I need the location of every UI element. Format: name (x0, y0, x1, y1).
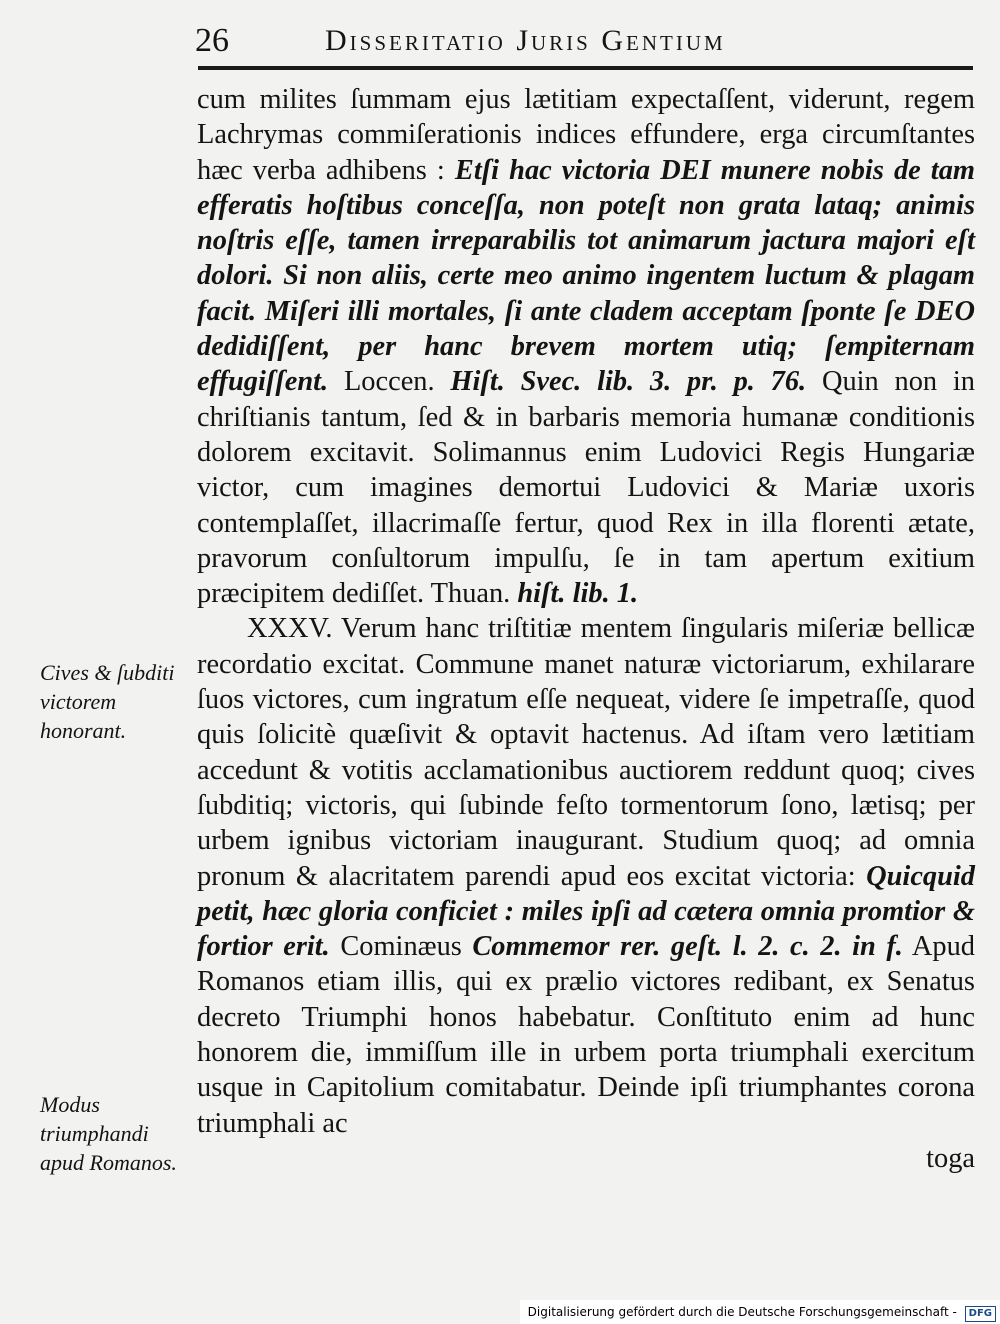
marginal-note-1: Cives & ſubditi victorem honorant. (40, 660, 175, 743)
catchword: toga (926, 1142, 975, 1174)
running-title: Disseritatio Juris Gentium (325, 24, 726, 57)
page-number: 26 (195, 22, 229, 59)
citation: Commemor rer. geſt. l. 2. c. 2. in f. (472, 931, 903, 963)
paragraph-2: XXXV. Verum hanc triſtitiæ mentem ſingularis miſeriæ bellicæ recordatio excitat. Commune manet naturæ victoriarum, exhilarare ſuos victores, cum ingratum eſſe nequeat, videre ſe impetraſſe, quod quis ſolicitè quæſivit & optavit hactenus. Ad iſtam vero lætitiam accedunt & votitis acclamationibus auctiorem reddunt quoq; cives ſubditiq; victoris, qui ſubinde feſto tormentorum ſono, lætisq; per urbem ignibus victoriam inaugurant. Studium quoq; ad omnia pronum & alacritatem parendi apud eos excitat victoria: Quicquid petit, hæc gloria conficiet : miles ipſi ad cætera omnia promtior & fortior erit. Cominæus Commemor rer. geſt. l. 2. c. 2. in f. Apud Romanos etiam illis, qui ex prælio victores redibant, ex Senatus decreto Triumphi honos habebatur. Conſtituto enim ad hunc honorem die, immiſſum ille in urbem porta triumphali exercitum usque in Capitolium comitabatur. Deinde ipſi triumphantes corona triumphali ac (197, 613, 975, 1139)
citation: Hiſt. Svec. lib. 3. pr. p. 76. (450, 366, 807, 398)
body-text (197, 82, 975, 1176)
dfg-logo: DFG (965, 1306, 996, 1322)
citation: hiſt. lib. 1. (517, 578, 639, 610)
quotation: Quicquid petit, hæc gloria conficiet : miles ipſi ad cætera omnia promtior & fortior erit. (197, 860, 975, 963)
header-rule (198, 66, 973, 70)
page-header (195, 22, 975, 62)
marginal-note-2: Modus triumphandi apud Romanos. (40, 1092, 177, 1175)
quotation: Etſi hac victoria DEI munere nobis de tam efferatis hoſtibus conceſſa, non poteſt non grata lataq; animis noſtris eſſe, tamen irreparabilis tot animarum jactura majori eſt dolori. Si non aliis, certe meo animo ingentem luctum & plagam facit. Miſeri illi mortales, ſi ante cladem acceptam ſponte ſe DEO dedidiſſent, per hanc brevem mortem utiq; ſempiternam effugiſſent. (197, 154, 975, 398)
digitization-credit (520, 1300, 1000, 1324)
credit-text: Digitalisierung gefördert durch die Deutsche Forschungsgemeinschaft - (527, 1305, 957, 1319)
paragraph-1: cum milites ſummam ejus lætitiam expectaſſent, viderunt, regem Lachrymas commiſerationis indices effundere, erga circumſtantes hæc verba adhibens : Etſi hac victoria DEI munere nobis de tam efferatis hoſtibus conceſſa, non poteſt non grata lataq; animis noſtris eſſe, tamen irreparabilis tot animarum jactura majori eſt dolori. Si non aliis, certe meo animo ingentem luctum & plagam facit. Miſeri illi mortales, ſi ante cladem acceptam ſponte ſe DEO dedidiſſent, per hanc brevem mortem utiq; ſempiternam effugiſſent. Loccen. Hiſt. Svec. lib. 3. pr. p. 76. Quin non in chriſtianis tantum, ſed & in barbaris memoria humanæ conditionis dolorem excitavit. Solimannus enim Ludovici Regis Hungariæ victor, cum imagines demortui Ludovici & Mariæ uxoris contemplaſſet, illacrimaſſe fertur, quod Rex in illa florenti ætate, pravorum conſultorum impulſu, ſe in tam apertum exitium præcipitem dediſſet. Thuan. hiſt. lib. 1. (197, 84, 975, 610)
